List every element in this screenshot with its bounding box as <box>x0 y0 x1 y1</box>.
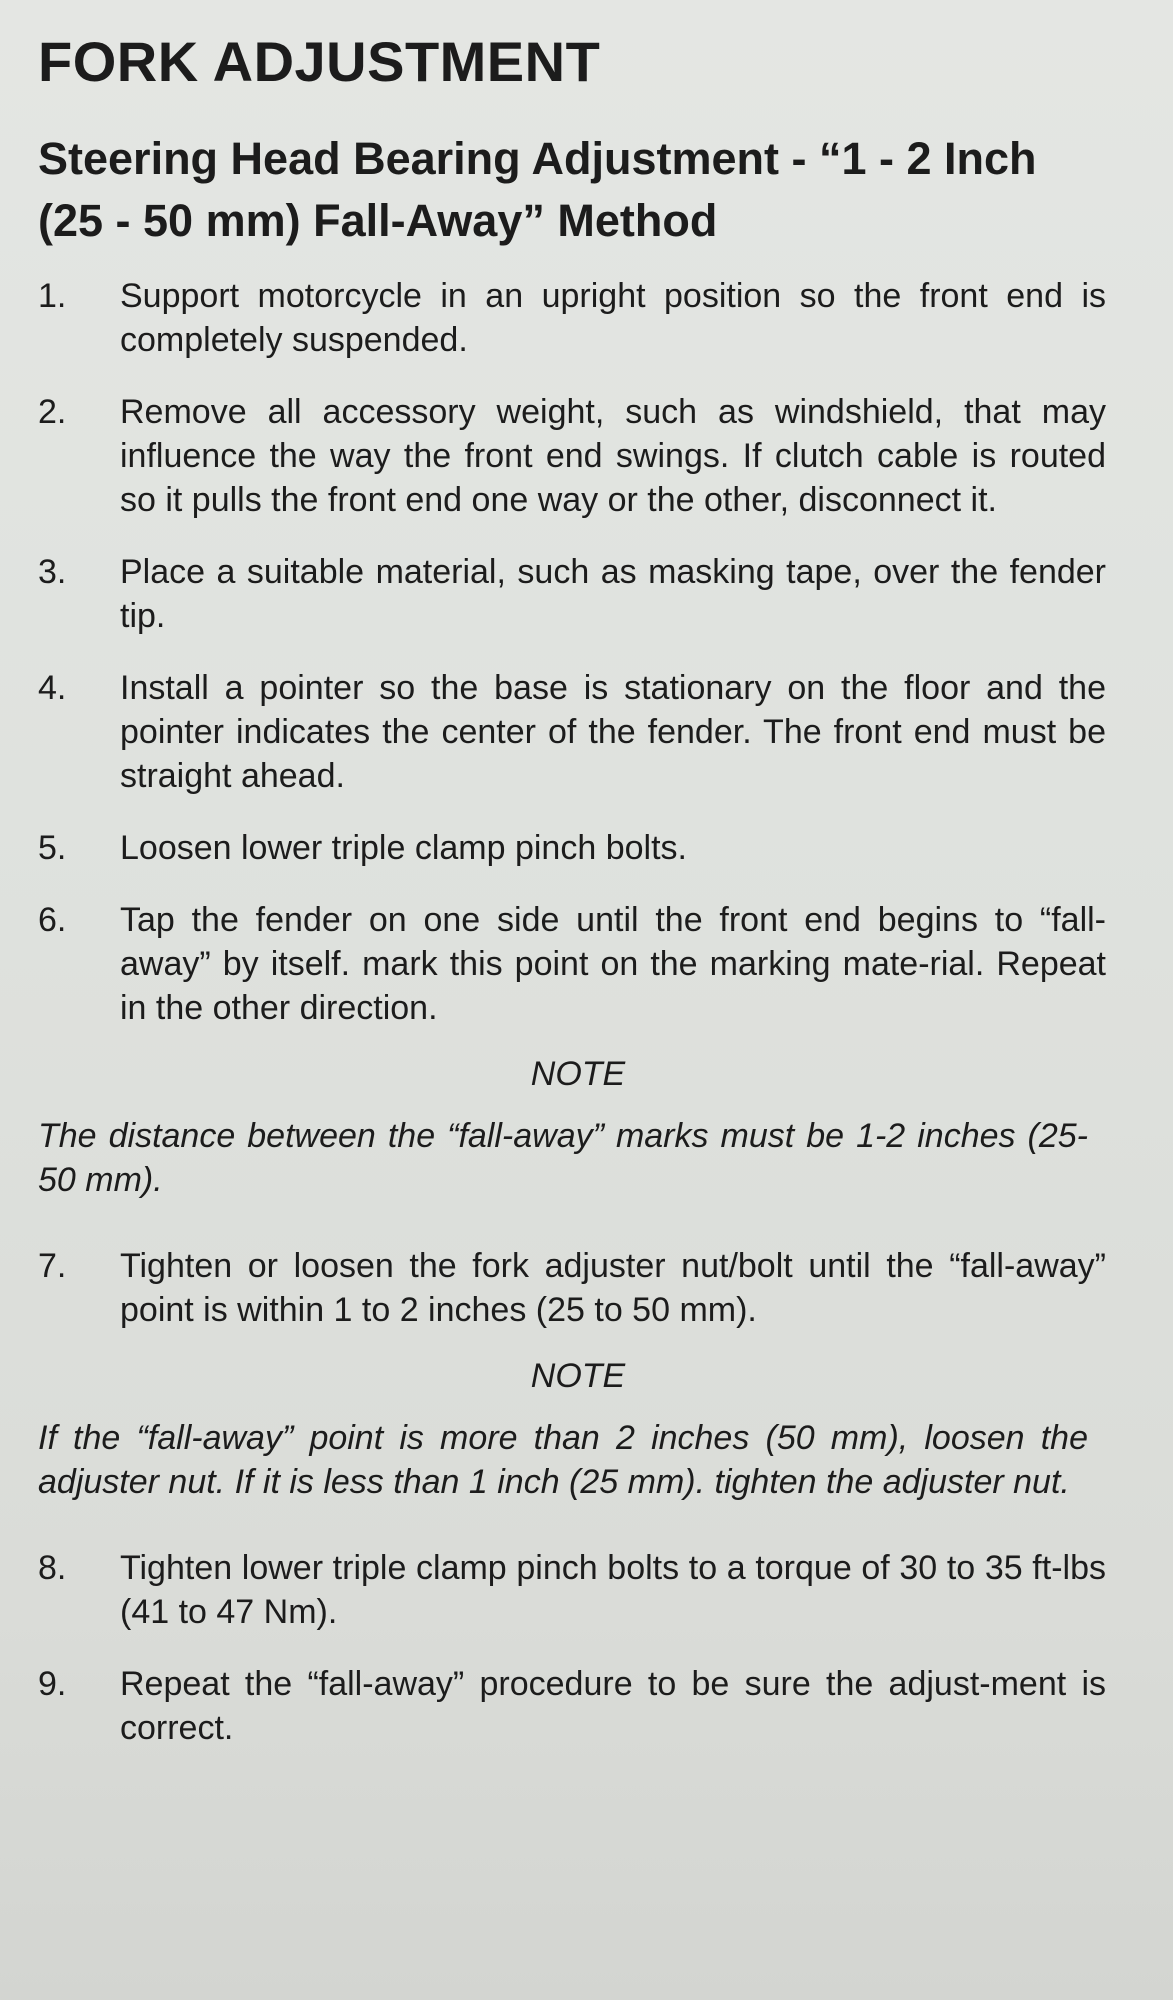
step-number: 9. <box>38 1665 67 1703</box>
note-text: If the “fall-away” point is more than 2 inches (50 mm), loosen the adjuster nut. If it is less than 1 inch (25 mm). tighten the adjuster nut. <box>38 1419 1088 1501</box>
step-text: Loosen lower triple clamp pinch bolts. <box>120 829 687 867</box>
step-6 <box>38 898 1118 1030</box>
step-text: Install a pointer so the base is stationary on the floor and the pointer indicates the center of the fender. The front end must be straight ahead. <box>120 669 1106 795</box>
step-1 <box>38 274 1118 362</box>
step-text: Remove all accessory weight, such as windshield, that may influence the way the front end swings. If clutch cable is routed so it pulls the front end one way or the other, disconnect it. <box>120 393 1106 519</box>
step-text: Tighten lower triple clamp pinch bolts to a torque of 30 to 35 ft-lbs (41 to 47 Nm). <box>120 1549 1106 1631</box>
step-7 <box>38 1244 1118 1332</box>
step-number: 8. <box>38 1549 67 1587</box>
step-text: Support motorcycle in an upright position so the front end is completely suspended. <box>120 277 1106 359</box>
step-text: Tighten or loosen the fork adjuster nut/bolt until the “fall-away” point is within 1 to 2 inches (25 to 50 mm). <box>120 1247 1106 1329</box>
step-number: 2. <box>38 393 67 431</box>
manual-page <box>38 30 1118 1750</box>
step-number: 4. <box>38 669 67 707</box>
step-2 <box>38 390 1118 522</box>
page-title: FORK ADJUSTMENT <box>38 30 601 93</box>
step-4 <box>38 666 1118 798</box>
step-number: 7. <box>38 1247 67 1285</box>
step-number: 6. <box>38 901 67 939</box>
note-heading: NOTE <box>530 1357 626 1395</box>
step-text: Repeat the “fall-away” procedure to be sure the adjust-ment is correct. <box>120 1665 1106 1747</box>
step-5 <box>38 826 1118 870</box>
section-subtitle: Steering Head Bearing Adjustment - “1 - 2 Inch (25 - 50 mm) Fall-Away” Method <box>38 133 1037 246</box>
note-text: The distance between the “fall-away” marks must be 1-2 inches (25-50 mm). <box>38 1117 1088 1199</box>
step-number: 5. <box>38 829 67 867</box>
step-number: 1. <box>38 277 67 315</box>
step-number: 3. <box>38 553 67 591</box>
step-9 <box>38 1662 1118 1750</box>
note-heading: NOTE <box>530 1055 626 1093</box>
step-text: Tap the fender on one side until the front end begins to “fall-away” by itself. mark this point on the marking mate-rial. Repeat in the other direction. <box>120 901 1106 1027</box>
step-3 <box>38 550 1118 638</box>
step-text: Place a suitable material, such as masking tape, over the fender tip. <box>120 553 1106 635</box>
step-8 <box>38 1546 1118 1634</box>
